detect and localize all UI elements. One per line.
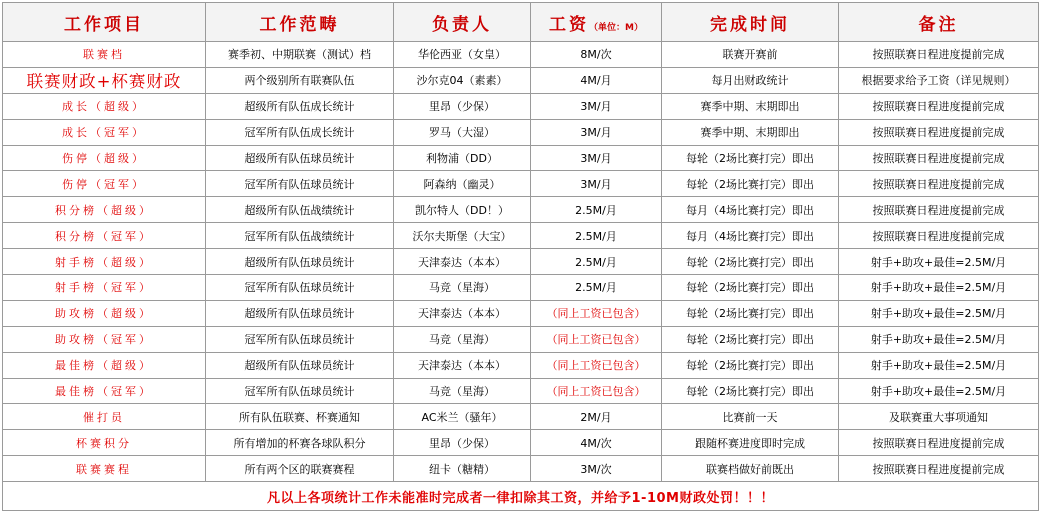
cell-time[interactable]: 每轮（2场比赛打完）即出	[662, 275, 839, 301]
cell-scope[interactable]: 超级所有队伍球员统计	[206, 145, 394, 171]
table-row	[3, 119, 1039, 145]
cell-item[interactable]: 助攻榜（冠军）	[3, 326, 206, 352]
cell-owner[interactable]: 天津泰达（本本）	[394, 352, 531, 378]
table-row	[3, 67, 1039, 93]
cell-wage[interactable]: 2.5M/月	[531, 197, 662, 223]
cell-item[interactable]: 伤停（冠军）	[3, 171, 206, 197]
cell-time[interactable]: 跟随杯赛进度即时完成	[662, 430, 839, 456]
cell-scope[interactable]: 所有两个区的联赛赛程	[206, 456, 394, 482]
cell-owner[interactable]: 凯尔特人（DD！）	[394, 197, 531, 223]
cell-scope[interactable]: 两个级别所有联赛队伍	[206, 67, 394, 93]
cell-owner[interactable]: 天津泰达（本本）	[394, 300, 531, 326]
cell-time[interactable]: 联赛开赛前	[662, 42, 839, 68]
cell-owner[interactable]: 华伦西亚（女皇）	[394, 42, 531, 68]
cell-scope[interactable]: 超级所有队伍战绩统计	[206, 197, 394, 223]
table-row	[3, 275, 1039, 301]
table-row	[3, 300, 1039, 326]
cell-note[interactable]: 按照联赛日程进度提前完成	[839, 93, 1039, 119]
cell-item[interactable]: 成长（冠军）	[3, 119, 206, 145]
cell-item[interactable]: 最佳榜（超级）	[3, 352, 206, 378]
cell-wage[interactable]: 2.5M/月	[531, 249, 662, 275]
table-row	[3, 223, 1039, 249]
cell-owner[interactable]: 罗马（大湿）	[394, 119, 531, 145]
wage-unit: （单位：M）	[589, 22, 643, 33]
cell-wage[interactable]: 4M/月	[531, 67, 662, 93]
cell-item[interactable]: 伤停（超级）	[3, 145, 206, 171]
cell-wage[interactable]: 2.5M/月	[531, 275, 662, 301]
cell-wage[interactable]: 8M/次	[531, 42, 662, 68]
cell-wage[interactable]: 2M/月	[531, 404, 662, 430]
cell-time[interactable]: 每轮（2场比赛打完）即出	[662, 378, 839, 404]
cell-item[interactable]: 联赛赛程	[3, 456, 206, 482]
cell-time[interactable]: 联赛档做好前既出	[662, 456, 839, 482]
cell-scope[interactable]: 冠军所有队伍球员统计	[206, 326, 394, 352]
work-table	[2, 2, 1039, 511]
cell-scope[interactable]: 超级所有队伍球员统计	[206, 249, 394, 275]
table-row	[3, 249, 1039, 275]
cell-scope[interactable]: 赛季初、中期联赛（测试）档	[206, 42, 394, 68]
cell-wage[interactable]: 3M/月	[531, 171, 662, 197]
cell-time[interactable]: 每月出财政统计	[662, 67, 839, 93]
cell-note[interactable]: 射手+助攻+最佳=2.5M/月	[839, 300, 1039, 326]
cell-wage[interactable]: （同上工资已包含）	[531, 326, 662, 352]
cell-note[interactable]: 按照联赛日程进度提前完成	[839, 171, 1039, 197]
cell-owner[interactable]: 天津泰达（本本）	[394, 249, 531, 275]
cell-owner[interactable]: 里昂（少保）	[394, 93, 531, 119]
cell-note[interactable]: 按照联赛日程进度提前完成	[839, 145, 1039, 171]
cell-note[interactable]: 射手+助攻+最佳=2.5M/月	[839, 378, 1039, 404]
cell-time[interactable]: 比赛前一天	[662, 404, 839, 430]
cell-scope[interactable]: 超级所有队伍球员统计	[206, 352, 394, 378]
table-row	[3, 145, 1039, 171]
cell-note[interactable]: 射手+助攻+最佳=2.5M/月	[839, 352, 1039, 378]
table-row	[3, 197, 1039, 223]
header-note[interactable]: 备注	[839, 3, 1039, 42]
cell-owner[interactable]: 里昂（少保）	[394, 430, 531, 456]
cell-owner[interactable]: 纽卡（糖精）	[394, 456, 531, 482]
cell-owner[interactable]: 沙尔克04（素素）	[394, 67, 531, 93]
header-wage[interactable]: 工资（单位：M）	[531, 3, 662, 42]
cell-note[interactable]: 射手+助攻+最佳=2.5M/月	[839, 275, 1039, 301]
cell-scope[interactable]: 所有增加的杯赛各球队积分	[206, 430, 394, 456]
cell-scope[interactable]: 冠军所有队伍球员统计	[206, 275, 394, 301]
cell-wage[interactable]: 3M/月	[531, 93, 662, 119]
cell-note[interactable]: 按照联赛日程进度提前完成	[839, 119, 1039, 145]
cell-item[interactable]: 助攻榜（超级）	[3, 300, 206, 326]
cell-time[interactable]: 赛季中期、末期即出	[662, 93, 839, 119]
header-scope[interactable]: 工作范畴	[206, 3, 394, 42]
cell-wage[interactable]: 3M/次	[531, 456, 662, 482]
table-row	[3, 352, 1039, 378]
footer-row	[3, 482, 1039, 511]
header-owner[interactable]: 负责人	[394, 3, 531, 42]
table-row	[3, 171, 1039, 197]
cell-item[interactable]: 成长（超级）	[3, 93, 206, 119]
cell-wage[interactable]: 4M/次	[531, 430, 662, 456]
cell-note[interactable]: 按照联赛日程进度提前完成	[839, 197, 1039, 223]
cell-wage[interactable]: （同上工资已包含）	[531, 300, 662, 326]
table-row	[3, 430, 1039, 456]
cell-wage[interactable]: 3M/月	[531, 119, 662, 145]
cell-time[interactable]: 每月（4场比赛打完）即出	[662, 223, 839, 249]
cell-wage[interactable]: （同上工资已包含）	[531, 352, 662, 378]
cell-owner[interactable]: 阿森纳（幽灵）	[394, 171, 531, 197]
cell-item[interactable]: 催打员	[3, 404, 206, 430]
table-row	[3, 404, 1039, 430]
cell-note[interactable]: 射手+助攻+最佳=2.5M/月	[839, 249, 1039, 275]
cell-time[interactable]: 每轮（2场比赛打完）即出	[662, 171, 839, 197]
cell-time[interactable]: 每轮（2场比赛打完）即出	[662, 352, 839, 378]
cell-item[interactable]: 积分榜（超级）	[3, 197, 206, 223]
cell-note[interactable]: 根据要求给予工资（详见规则）	[839, 67, 1039, 93]
cell-note[interactable]: 按照联赛日程进度提前完成	[839, 456, 1039, 482]
cell-scope[interactable]: 超级所有队伍球员统计	[206, 300, 394, 326]
cell-note[interactable]: 按照联赛日程进度提前完成	[839, 223, 1039, 249]
cell-owner[interactable]: 马竞（星海）	[394, 275, 531, 301]
cell-item[interactable]: 最佳榜（冠军）	[3, 378, 206, 404]
cell-item[interactable]: 联赛财政+杯赛财政	[3, 67, 206, 93]
cell-time[interactable]: 赛季中期、末期即出	[662, 119, 839, 145]
header-time[interactable]: 完成时间	[662, 3, 839, 42]
table-row	[3, 326, 1039, 352]
cell-note[interactable]: 按照联赛日程进度提前完成	[839, 42, 1039, 68]
cell-scope[interactable]: 冠军所有队伍球员统计	[206, 378, 394, 404]
cell-item[interactable]: 射手榜（冠军）	[3, 275, 206, 301]
table-row	[3, 93, 1039, 119]
cell-time[interactable]: 每月（4场比赛打完）即出	[662, 197, 839, 223]
header-row	[3, 3, 1039, 42]
cell-time[interactable]: 每轮（2场比赛打完）即出	[662, 249, 839, 275]
cell-time[interactable]: 每轮（2场比赛打完）即出	[662, 300, 839, 326]
cell-wage[interactable]: 2.5M/月	[531, 223, 662, 249]
cell-note[interactable]: 按照联赛日程进度提前完成	[839, 430, 1039, 456]
cell-time[interactable]: 每轮（2场比赛打完）即出	[662, 326, 839, 352]
cell-time[interactable]: 每轮（2场比赛打完）即出	[662, 145, 839, 171]
table-row	[3, 456, 1039, 482]
cell-note[interactable]: 及联赛重大事项通知	[839, 404, 1039, 430]
cell-item[interactable]: 杯赛积分	[3, 430, 206, 456]
cell-item[interactable]: 射手榜（超级）	[3, 249, 206, 275]
cell-owner[interactable]: AC米兰（骚年）	[394, 404, 531, 430]
cell-owner[interactable]: 利物浦（DD）	[394, 145, 531, 171]
penalty-notice[interactable]: 凡以上各项统计工作未能准时完成者一律扣除其工资，并给予1-10M财政处罚！！！	[3, 482, 1039, 511]
cell-owner[interactable]: 马竞（星海）	[394, 378, 531, 404]
cell-scope[interactable]: 超级所有队伍成长统计	[206, 93, 394, 119]
table-row	[3, 42, 1039, 68]
cell-scope[interactable]: 所有队伍联赛、杯赛通知	[206, 404, 394, 430]
cell-owner[interactable]: 沃尔夫斯堡（大宝）	[394, 223, 531, 249]
header-item[interactable]: 工作项目	[3, 3, 206, 42]
cell-item[interactable]: 积分榜（冠军）	[3, 223, 206, 249]
cell-item[interactable]: 联赛档	[3, 42, 206, 68]
cell-scope[interactable]: 冠军所有队伍球员统计	[206, 171, 394, 197]
table-row	[3, 378, 1039, 404]
cell-scope[interactable]: 冠军所有队伍成长统计	[206, 119, 394, 145]
cell-note[interactable]: 射手+助攻+最佳=2.5M/月	[839, 326, 1039, 352]
cell-wage[interactable]: （同上工资已包含）	[531, 378, 662, 404]
cell-wage[interactable]: 3M/月	[531, 145, 662, 171]
cell-scope[interactable]: 冠军所有队伍战绩统计	[206, 223, 394, 249]
cell-owner[interactable]: 马竞（星海）	[394, 326, 531, 352]
